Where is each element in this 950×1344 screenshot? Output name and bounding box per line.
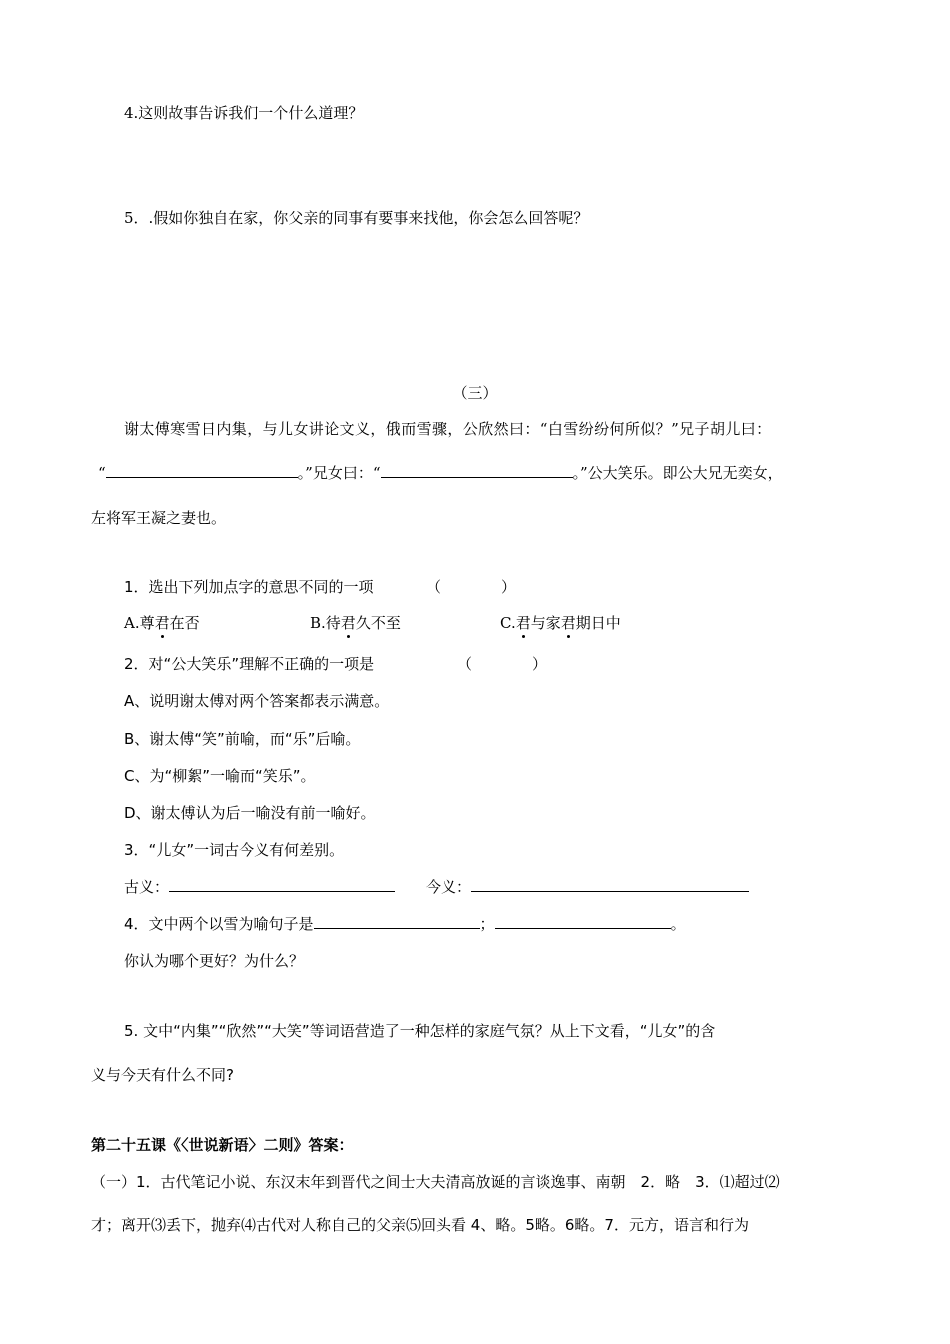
dotted-char: 君 [560,614,576,632]
option-b-post: 久不至 [355,614,401,632]
q4-prompt: 4．文中两个以雪为喻句子是 [124,915,314,933]
q4-separator: ； [479,915,495,933]
q2-answer-paren[interactable]: （ ） [457,655,548,673]
q1-option-c [500,613,621,633]
fill-blank-1[interactable] [106,463,298,478]
q5-line-1: 5. 文中“内集”“欣然”“大笑”等词语营造了一种怎样的家庭气氛？从上下文看，“儿女”的含 [124,1022,716,1040]
answers-line-1: （一）1．古代笔记小说、东汉末年到晋代之间士大夫清高放诞的言谈逸事、南朝 2．略 3．⑴超过⑵ [91,1173,780,1191]
modern-meaning-blank[interactable] [471,877,749,892]
option-b-pre: B.待 [310,614,341,632]
q3-ancient [124,877,395,897]
option-c-post: 期日中 [575,614,621,632]
fill-blank-2[interactable] [381,463,573,478]
ancient-label: 古义： [124,878,170,896]
ancient-meaning-blank[interactable] [169,877,395,892]
open-quote: “ [98,464,106,482]
simile-blank-2[interactable] [495,914,671,929]
passage-line-1: 谢太傅寒雪日内集，与儿女讲论文义，俄而雪骤，公欣然曰：“白雪纷纷何所似？”兄子胡儿曰： [124,420,772,438]
q2-choice-b: B、谢太傅“笑”前喻，而“乐”后喻。 [124,730,361,748]
answers-line-2: 才；离开⑶丢下，抛弃⑷古代对人称自己的父亲⑸回头看 4、略。5略。6略。7．元方，语言和行为 [91,1216,749,1234]
passage-mid: 。”兄女曰：“ [297,464,381,482]
simile-blank-1[interactable] [314,914,480,929]
passage-end: 。”公大笑乐。即公大兄无奕女， [572,464,783,482]
q2-text: 2．对“公大笑乐”理解不正确的一项是 [124,655,375,673]
q2-choice-d: D、谢太傅认为后一喻没有前一喻好。 [124,804,376,822]
q3-text: 3．“儿女”一词古今义有何差别。 [124,841,345,859]
question-5: 5．.假如你独自在家，你父亲的同事有要事来找他，你会怎么回答呢？ [124,209,589,227]
q2-choice-c: C、为“柳絮”一喻而“笑乐”。 [124,767,316,785]
question-4: 4.这则故事告诉我们一个什么道理？ [124,104,364,122]
q3-modern [426,877,749,897]
q1-option-b [310,613,401,633]
q4-followup: 你认为哪个更好？为什么？ [124,952,305,970]
modern-label: 今义： [426,878,472,896]
option-c-mid: 与家 [530,614,561,632]
section-heading: （三） [452,384,498,402]
q1-answer-paren[interactable]: （ ） [426,578,517,596]
dotted-char: 君 [154,614,170,632]
q4-end: 。 [670,915,686,933]
answers-heading: 第二十五课《〈世说新语〉二则》答案： [91,1136,354,1154]
q2-choice-a: A、说明谢太傅对两个答案都表示满意。 [124,692,390,710]
option-a-post: 在否 [169,614,200,632]
q1-text: 1．选出下列加点字的意思不同的一项 [124,578,374,596]
dotted-char: 君 [515,614,531,632]
option-a-pre: A.尊 [124,614,155,632]
dotted-char: 君 [340,614,356,632]
option-c-pre: C. [500,614,516,632]
passage-line-2 [98,463,783,483]
q4-text [124,914,686,934]
passage-line-3: 左将军王凝之妻也。 [91,509,227,527]
q1-option-a [124,613,200,633]
q5-line-2: 义与今天有什么不同? [91,1066,234,1084]
